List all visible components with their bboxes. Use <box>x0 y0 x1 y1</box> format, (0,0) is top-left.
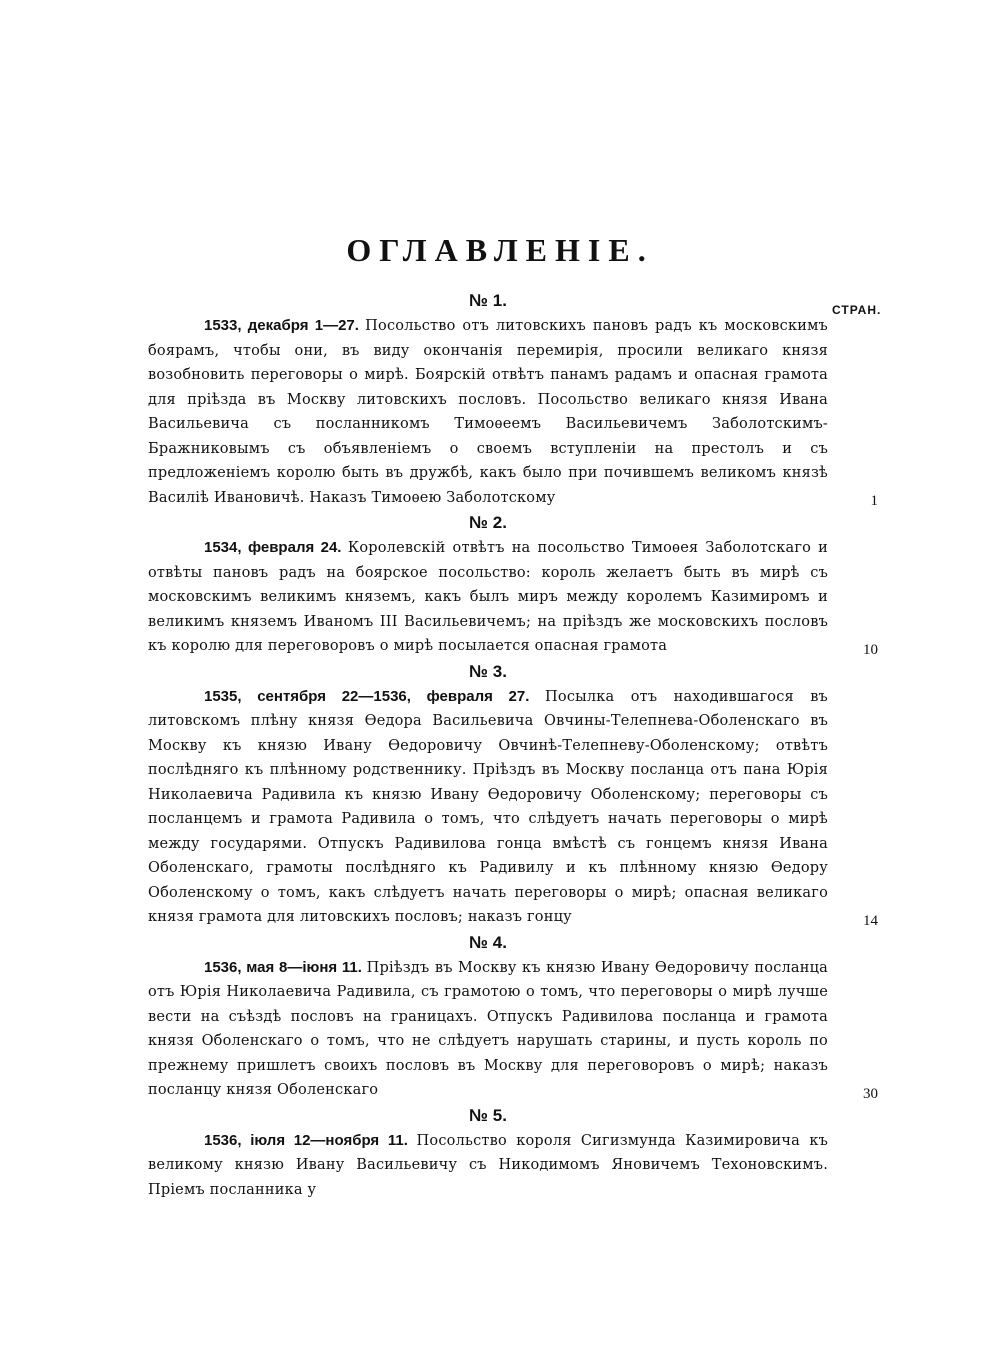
entry-body <box>148 314 828 510</box>
entry-date: 1533, декабря 1—27. <box>204 317 366 334</box>
entry-number: № 5. <box>469 1105 507 1125</box>
page-column-label: СТРАН. <box>832 303 882 317</box>
entry-summary: Посылка отъ находившагося въ литовскомъ плѣну князя Ѳедора Васильевича Овчины-Телепнева-Оболенскаго въ Москву къ князю Ивану Ѳедоровичу Овчинѣ-Телепневу-Оболенскому; отвѣтъ послѣдняго къ плѣнному родственнику. Пріѣздъ въ Москву посланца отъ пана Юрія Николаевича Радивила къ князю Ивану Ѳедоровичу Оболенскому; переговоры съ посланцемъ и грамота Радивила о томъ, что слѣдуетъ начать переговоры о мирѣ между государями. Отпускъ Радивилова гонца вмѣстѣ съ гонцемъ князя Ивана Оболенскаго, грамоты послѣдняго къ Радивилу и къ плѣнному князю Ѳедору Оболенскому о томъ, какъ слѣдуетъ начать переговоры о мирѣ; опасная великаго князя грамота для литовскихъ пословъ; наказъ гонцу <box>148 688 828 925</box>
entry-number: № 3. <box>469 661 507 681</box>
entry-number: № 2. <box>469 513 507 532</box>
entry-body <box>148 956 828 1103</box>
toc-entry <box>148 510 883 659</box>
entry-number: № 1. <box>469 291 507 310</box>
entry-date: 1535, сентября 22—1536, февраля 27. <box>204 687 546 705</box>
toc-entries <box>148 288 883 1202</box>
entry-summary: Королевскій отвѣтъ на посольство Тимоѳея Заболотскаго и отвѣты пановъ радъ на боярское посольство: король желаетъ быть въ мирѣ съ московскимъ великимъ княземъ, какъ былъ миръ между королемъ Казимиромъ и великимъ княземъ Иваномъ III Васильевичемъ; на пріѣздъ же московскихъ пословъ къ королю для переговоровъ о мирѣ посылается опасная грамота <box>148 540 828 654</box>
entry-page-number: 30 <box>863 1085 878 1102</box>
toc-entry <box>148 659 883 930</box>
toc-entry <box>148 288 883 510</box>
entry-page-number: 14 <box>863 912 878 929</box>
entry-body <box>148 685 828 930</box>
entry-summary: Посольство короля Сигизмунда Казимировича къ великому князю Ивану Васильевичу съ Никодимомъ Яновичемъ Техоновскимъ. Пріемъ посланника у <box>148 1132 829 1198</box>
entry-date: 1534, февраля 24. <box>204 539 348 556</box>
entry-page-number: 1 <box>870 493 878 509</box>
entry-summary: Посольство отъ литовскихъ пановъ радъ къ московскимъ боярамъ, чтобы они, въ виду окончанія перемирія, просили великаго князя возобновить переговоры о мирѣ. Боярскій отвѣтъ панамъ радамъ и опасная грамота для пріѣзда въ Москву литовскихъ пословъ. Посольство великаго князя Ивана Васильевича съ посланникомъ Тимоѳеемъ Васильевичемъ Заболотскимъ-Бражниковымъ съ объявленіемъ о своемъ вступленіи на престолъ и съ предложеніемъ королю быть въ дружбѣ, какъ было при почившемъ великомъ князѣ Василіѣ Ивановичѣ. Наказъ Тимоѳею Заболотскому <box>148 318 828 506</box>
toc-entry <box>148 1103 883 1203</box>
toc-entry <box>148 930 883 1103</box>
entry-summary: Пріѣздъ въ Москву къ князю Ивану Ѳедоровичу посланца отъ Юрія Николаевича Радивила, съ грамотою о томъ, что переговоры о мирѣ лучше вести на съѣздѣ пословъ на границахъ. Отпускъ Радивилова посланца и грамота князя Оболенскаго о томъ, что не слѣдуетъ нарушать старины, и пусть король по прежнему пришлетъ своихъ пословъ въ Москву для переговоровъ о мирѣ; наказъ посланцу князя Оболенскаго <box>148 959 829 1098</box>
entry-body <box>148 536 828 659</box>
entry-date: 1536, іюля 12—ноября 11. <box>204 1131 417 1149</box>
entry-body <box>148 1129 828 1203</box>
entry-date: 1536, мая 8—іюня 11. <box>204 958 367 976</box>
page-title: ОГЛАВЛЕНІЕ. <box>346 232 654 268</box>
entry-number: № 4. <box>469 932 507 952</box>
entry-page-number: 10 <box>863 641 878 658</box>
